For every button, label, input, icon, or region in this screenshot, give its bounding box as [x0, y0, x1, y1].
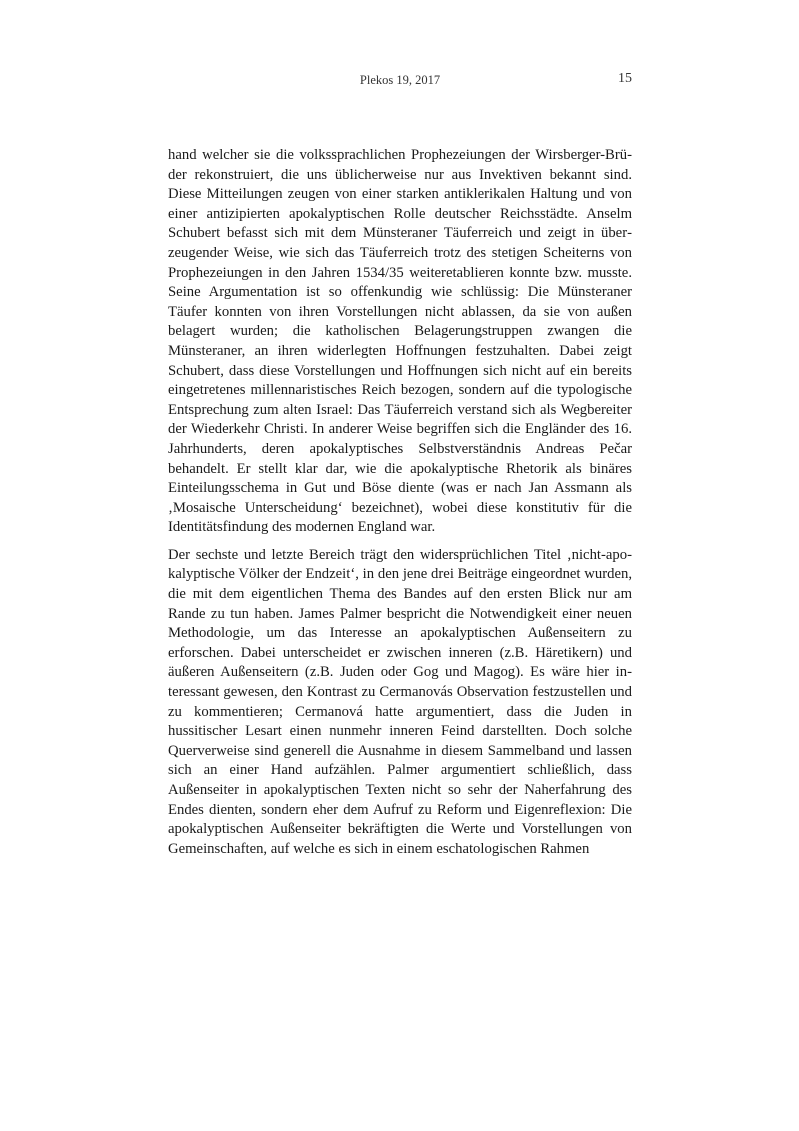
paragraph: Der sechste und letzte Bereich trägt den widersprüchlichen Titel ‚nicht-apokalyptische Völker der Endzeit‘, in den jene drei Beiträge eingeordnet wurden, die mit dem eigentlichen Thema des Bandes auf den ersten Blick nur am Rande zu tun haben. James Palmer bespricht die Notwendigkeit einer neuen Methodologie, um das Interesse an apokalyptischen Außenseitern zu erforschen. Dabei unterscheidet er zwischen inneren (z.B. Häretikern) und äußeren Außenseitern (z.B. Juden oder Gog und Magog). Es wäre hier interessant gewesen, den Kontrast zu Cermanovás Observation festzustellen und zu kommentieren; Cermanová hatte argumentiert, dass die Juden in hussitischer Lesart einen nunmehr inneren Feind darstellten. Doch solche Querverweise sind generell die Ausnahme in diesem Sammelband und lassen sich an einer Hand aufzählen. Palmer argumentiert schließlich, dass Außenseiter in apokalyptischen Texten nicht so sehr der Naherfahrung des Endes dienten, sondern eher dem Aufruf zu Reform und Eigenreflexion: Die apokalyptischen Außenseiter bekräftigten die Werte und Vorstellungen von Gemeinschaften, auf welche es sich in einem eschatologischen Rahmen — [168, 546, 632, 857]
running-header — [168, 73, 632, 93]
running-title: Plekos 19, 2017 — [359, 73, 441, 87]
page-number: 15 — [618, 71, 632, 86]
body-text — [168, 146, 632, 859]
paragraph: hand welcher sie die volkssprachlichen Prophezeiungen der Wirsberger-Brüder rekonstruiert, die uns üblicherweise nur aus Invektiven bekannt sind. Diese Mitteilungen zeugen von einer starken antiklerikalen Haltung und von einer antizipierten apokalyptischen Rolle deutscher Reichsstädte. Anselm Schubert befasst sich mit dem Münsteraner Täuferreich und zeigt in überzeugender Weise, wie sich das Täuferreich trotz des stetigen Scheiterns von Prophezeiungen in den Jahren 1534/35 weiteretablieren konnte bzw. musste. Seine Argumentation ist so offenkundig wie schlüssig: Die Münsteraner Täufer konnten von ihren Vorstellungen nicht ablassen, da sie von außen belagert wurden; die katholischen Belagerungstruppen zwangen die Münsteraner, an ihren widerlegten Hoffnungen festzuhalten. Dabei zeigt Schubert, dass diese Vorstellungen und Hoffnungen sich nicht auf ein bereits eingetretenes millennaristisches Reich bezogen, sondern auf die typologische Entsprechung zum alten Israel: Das Täuferreich verstand sich als Wegbereiter der Wiederkehr Christi. In anderer Weise begriffen sich die Engländer des 16. Jahrhunderts, deren apokalyptisches Selbstverständnis Andreas Pečar behandelt. Er stellt klar dar, wie die apokalyptische Rhetorik als binäres Einteilungsschema in Gut und Böse diente (was er nach Jan Assmann als ‚Mosaische Unterscheidung‘ bezeichnet), wobei diese konstitutiv für die Identitätsfindung des modernen England war. — [168, 147, 632, 536]
